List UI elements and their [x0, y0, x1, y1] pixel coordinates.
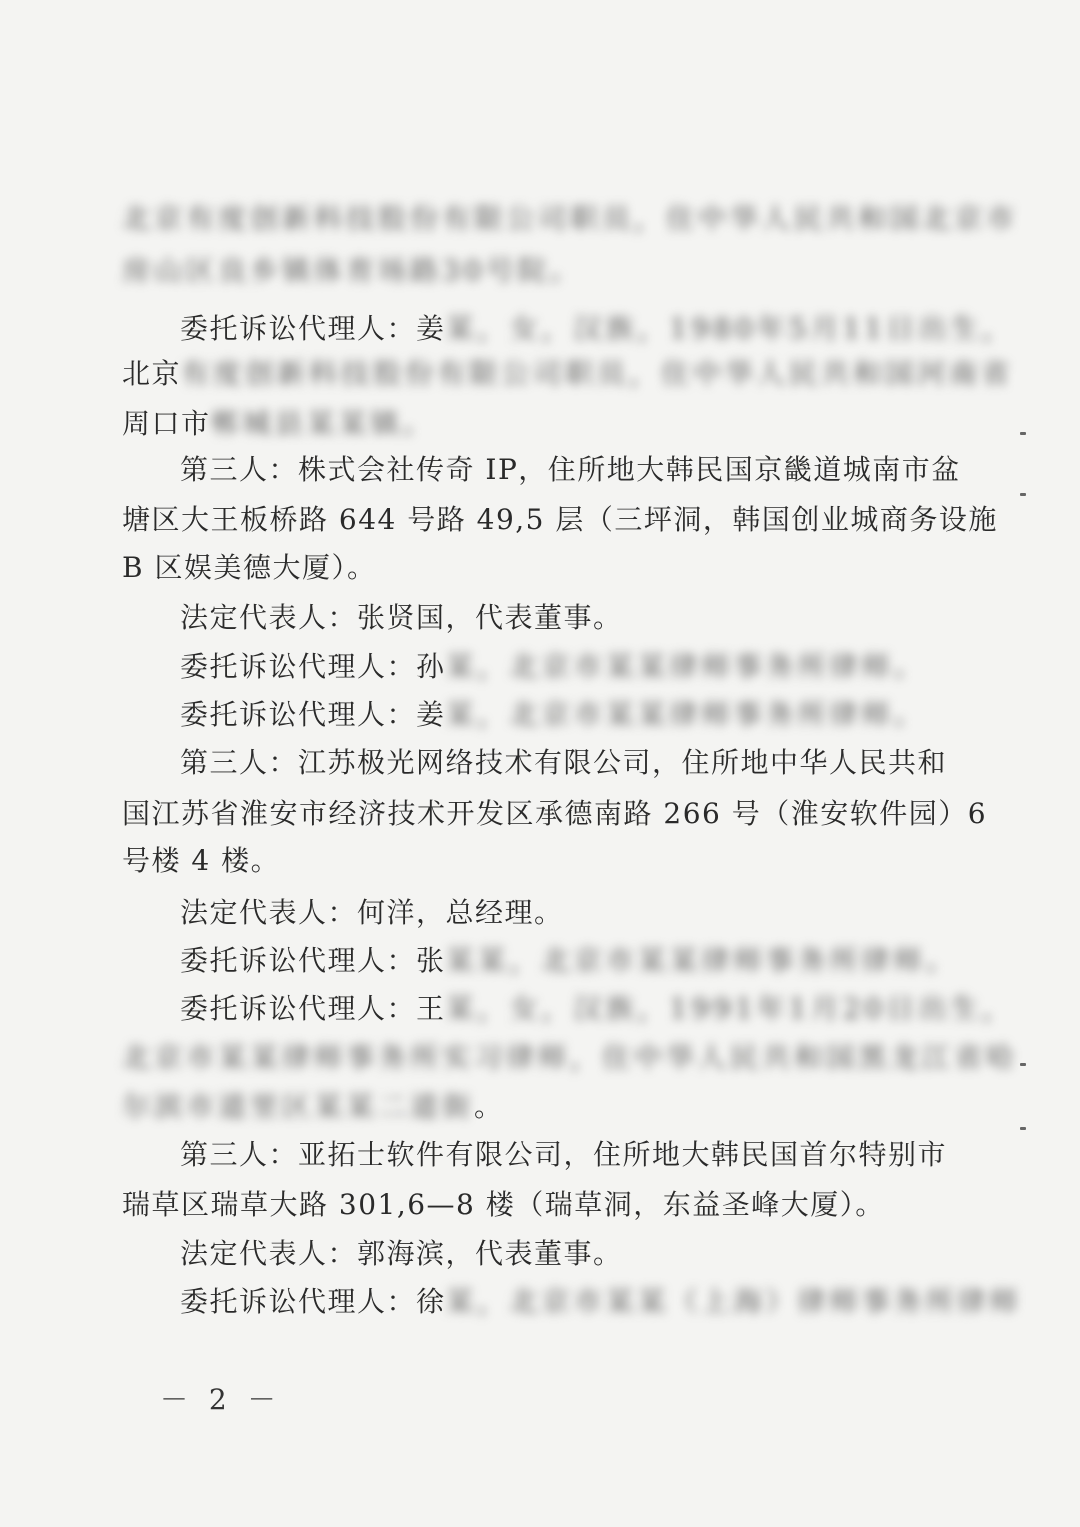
third-party-3-line-2: [122, 1187, 885, 1223]
paragraph-text: 瑞草区瑞草大路 301,6—8 楼（瑞草洞，东益圣峰大厦）。: [122, 1188, 885, 1221]
third-party-2-line-2: [122, 796, 988, 832]
agent-line-xu: [180, 1284, 1022, 1320]
paragraph-text: 塘区大王板桥路 644 号路 49,5 层（三坪洞，韩国创业城商务设施: [122, 503, 998, 536]
third-party-2-line-1: [180, 745, 947, 781]
agent-line-jiang-2: [180, 697, 926, 733]
third-party-3-line-1: [180, 1137, 947, 1173]
redacted-text: 北京市某某律师事务所实习律师，住中华人民共和国黑龙江省哈: [122, 1041, 1019, 1074]
visible-text: 。: [474, 1090, 504, 1123]
paragraph-text: 第三人：株式会社传奇 IP，住所地大韩民国京畿道城南市盆: [180, 453, 961, 486]
agent-label: 委托诉讼代理人：张: [180, 944, 446, 977]
text-line-1: [122, 201, 1018, 237]
paragraph-text: B 区娱美德大厦）。: [122, 551, 377, 584]
text-line-5: [122, 406, 435, 442]
paragraph-text: 号楼 4 楼。: [122, 844, 281, 877]
agent-line-zhang: [180, 943, 958, 979]
redacted-text: 北京有度创新科技股份有限公司职员，住中华人民共和国北京市: [122, 202, 1019, 235]
redacted-text: 某，女，汉族，1980年5月11日出生，: [445, 312, 1015, 345]
scan-mark: [1020, 1127, 1026, 1130]
visible-text: 北京: [122, 357, 182, 390]
legal-rep-2: [180, 895, 564, 931]
agent-label: 委托诉讼代理人：姜: [180, 312, 446, 345]
text-line-2: [122, 253, 582, 289]
scan-mark: [1020, 432, 1026, 435]
redacted-text: 市道里区某某二道街: [186, 1090, 475, 1123]
legal-rep-3: [180, 1236, 623, 1272]
text-line-18: [122, 1040, 1018, 1076]
legal-rep-1: [180, 600, 623, 636]
third-party-2-line-3: [122, 843, 280, 879]
redacted-text: 某，北京市某某律师事务所律师。: [445, 698, 926, 731]
paragraph-text: 国江苏省淮安市经济技术开发区承德南路 266 号（淮安软件园）6: [122, 797, 988, 830]
redacted-text: 某，北京市某某律师事务所律师。: [445, 650, 926, 683]
paragraph-text: 第三人：江苏极光网络技术有限公司，住所地中华人民共和: [180, 746, 948, 779]
paragraph-text: 法定代表人：何洋，总经理。: [180, 896, 564, 929]
agent-line-sun: [180, 649, 926, 685]
redacted-text: 郸城县某某镇。: [210, 407, 435, 440]
visible-text: 周口市: [122, 407, 211, 440]
redacted-text: 某，北京市某某（上海）律师事务所律师: [445, 1285, 1022, 1318]
text-line-19: [122, 1089, 504, 1125]
text-line-4: [122, 356, 1013, 392]
agent-label: 委托诉讼代理人：姜: [180, 698, 446, 731]
agent-line-wang: [180, 991, 1014, 1027]
paragraph-text: 法定代表人：郭海滨，代表董事。: [180, 1237, 623, 1270]
redacted-text: 某，女，汉族，1991年1月20日出生，: [445, 992, 1015, 1025]
paragraph-text: 法定代表人：张贤国，代表董事。: [180, 601, 623, 634]
agent-label: 委托诉讼代理人：孙: [180, 650, 446, 683]
third-party-1-line-3: [122, 550, 376, 586]
redacted-text: 房山区良乡镇体育场路30号院。: [122, 254, 582, 287]
redacted-text: 某某，北京市某某律师事务所律师。: [445, 944, 958, 977]
scan-mark: [1020, 493, 1026, 496]
page-number: － 2 －: [160, 1383, 282, 1416]
redacted-text: 尔滨: [122, 1090, 187, 1123]
agent-label: 委托诉讼代理人：王: [180, 992, 446, 1025]
agent-label: 委托诉讼代理人：徐: [180, 1285, 446, 1318]
third-party-1-line-2: [122, 502, 998, 538]
third-party-1-line-1: [180, 452, 961, 488]
agent-line-jiang-1: [180, 311, 1014, 347]
paragraph-text: 第三人：亚拓士软件有限公司，住所地大韩民国首尔特别市: [180, 1138, 948, 1171]
scan-mark: [1020, 1063, 1026, 1066]
redacted-text: 有度创新科技股份有限公司职员，住中华人民共和国河南省: [181, 357, 1014, 390]
